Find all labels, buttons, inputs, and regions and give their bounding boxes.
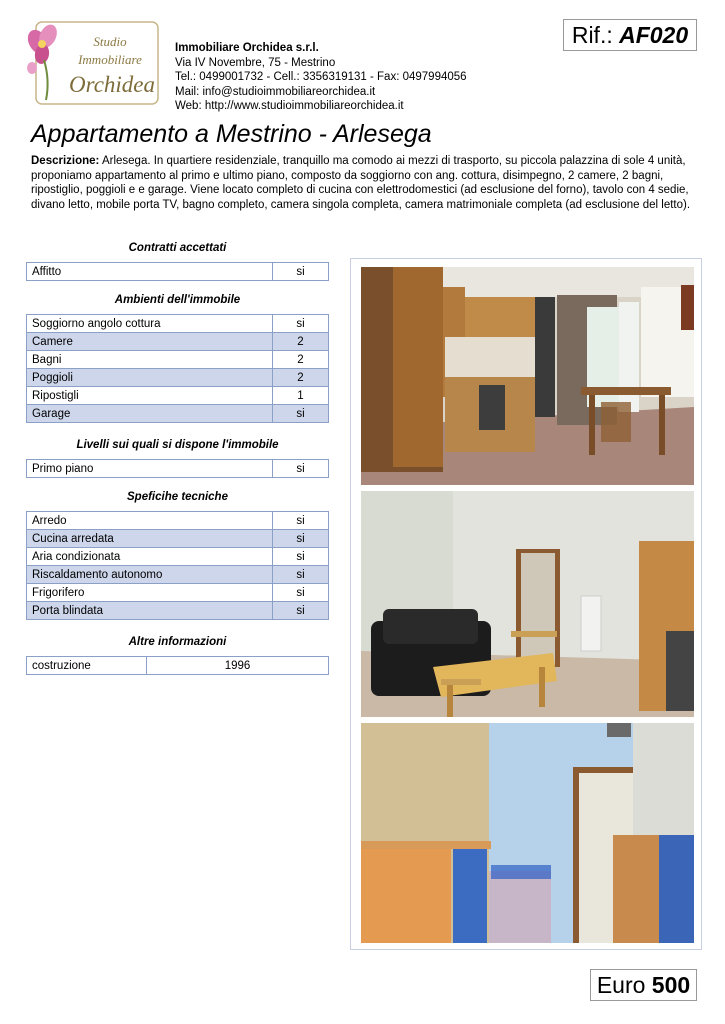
description-label: Descrizione:	[31, 155, 100, 167]
orchid-flower-icon	[24, 22, 61, 100]
row-label: Garage	[27, 405, 273, 423]
svg-text:Studio: Studio	[93, 34, 127, 49]
row-label: Poggioli	[27, 369, 273, 387]
row-value: si	[273, 263, 329, 281]
table-row	[27, 512, 329, 530]
section-title: Altre informazioni	[128, 636, 227, 648]
row-value: si	[273, 530, 329, 548]
table-row	[27, 333, 329, 351]
row-label: Riscaldamento autonomo	[27, 566, 273, 584]
row-value: 1996	[147, 657, 329, 675]
section-livelli	[26, 437, 329, 478]
company-logo	[22, 20, 162, 108]
photo-gallery	[350, 258, 702, 950]
row-label: Porta blindata	[27, 602, 273, 620]
row-label: Aria condizionata	[27, 548, 273, 566]
row-label: Ripostigli	[27, 387, 273, 405]
row-value: si	[273, 566, 329, 584]
company-info	[175, 41, 467, 114]
altre-table	[26, 656, 329, 675]
row-value: si	[273, 584, 329, 602]
svg-text:Immobiliare: Immobiliare	[78, 52, 142, 67]
company-name: Immobiliare Orchidea s.r.l.	[175, 42, 319, 54]
company-phones: Tel.: 0499001732 - Cell.: 3356319131 - Fax: 0497994056	[175, 71, 467, 83]
reference-box	[563, 19, 697, 51]
table-row	[27, 548, 329, 566]
table-row	[27, 566, 329, 584]
section-title: Livelli sui quali si dispone l'immobile	[76, 439, 279, 451]
row-value: 2	[273, 333, 329, 351]
table-row	[27, 387, 329, 405]
section-contratti	[26, 240, 329, 281]
price-currency: Euro	[596, 972, 646, 998]
livelli-table	[26, 459, 329, 478]
row-label: Frigorifero	[27, 584, 273, 602]
section-ambienti	[26, 292, 329, 423]
row-value: si	[273, 548, 329, 566]
row-label: costruzione	[27, 657, 147, 675]
bedroom-photo	[361, 723, 694, 943]
reference-code: AF020	[619, 22, 689, 48]
row-value: si	[273, 512, 329, 530]
section-title: Speficihe tecniche	[127, 491, 228, 503]
section-specifiche	[26, 489, 329, 620]
section-altre	[26, 634, 329, 675]
price-box	[590, 969, 697, 1001]
table-row	[27, 315, 329, 333]
table-row	[27, 351, 329, 369]
listing-description	[31, 154, 696, 212]
table-row	[27, 460, 329, 478]
company-mail: Mail: info@studioimmobiliareorchidea.it	[175, 85, 376, 98]
specifiche-table	[26, 511, 329, 620]
row-label: Primo piano	[27, 460, 273, 478]
row-value: si	[273, 315, 329, 333]
row-label: Soggiorno angolo cottura	[27, 315, 273, 333]
table-row	[27, 263, 329, 281]
row-label: Affitto	[27, 263, 273, 281]
row-label: Arredo	[27, 512, 273, 530]
row-label: Bagni	[27, 351, 273, 369]
row-value: si	[273, 602, 329, 620]
listing-title: Appartamento a Mestrino - Arlesega	[31, 120, 432, 148]
table-row	[27, 369, 329, 387]
row-label: Cucina arredata	[27, 530, 273, 548]
row-value: 2	[273, 369, 329, 387]
company-web: Web: http://www.studioimmobiliareorchidea.it	[175, 100, 404, 112]
row-label: Camere	[27, 333, 273, 351]
section-title: Contratti accettati	[128, 242, 227, 254]
contratti-table	[26, 262, 329, 281]
table-row	[27, 602, 329, 620]
price-amount: 500	[651, 972, 691, 998]
row-value: si	[273, 405, 329, 423]
reference-label: Rif.:	[571, 22, 613, 48]
description-text: Arlesega. In quartiere residenziale, tranquillo ma comodo ai mezzi di trasporto, su piccola palazzina di sole 4 unità, proponiamo appartamento al primo e ultimo piano, composto da soggiorno con ang. cottura, disimpegno, 2 camere, 2 bagni, ripostiglio, poggioli e e garage. Viene locato completo di cucina con elettrodomestici (ad esclusione del forno), tavolo con 4 sedie, divano letto, mobile porta TV, bagno completo, camera singola completa, camera matrimoniale completa (ad esclusione del letto).	[31, 155, 691, 211]
table-row	[27, 405, 329, 423]
ambienti-table	[26, 314, 329, 423]
table-row	[27, 530, 329, 548]
living-room-photo	[361, 491, 694, 717]
row-value: 1	[273, 387, 329, 405]
section-title: Ambienti dell'immobile	[114, 294, 241, 306]
row-value: 2	[273, 351, 329, 369]
table-row	[27, 584, 329, 602]
row-value: si	[273, 460, 329, 478]
company-address: Via IV Novembre, 75 - Mestrino	[175, 56, 336, 69]
table-row	[27, 657, 329, 675]
kitchen-photo	[361, 267, 694, 485]
svg-text:Orchidea: Orchidea	[68, 72, 156, 97]
